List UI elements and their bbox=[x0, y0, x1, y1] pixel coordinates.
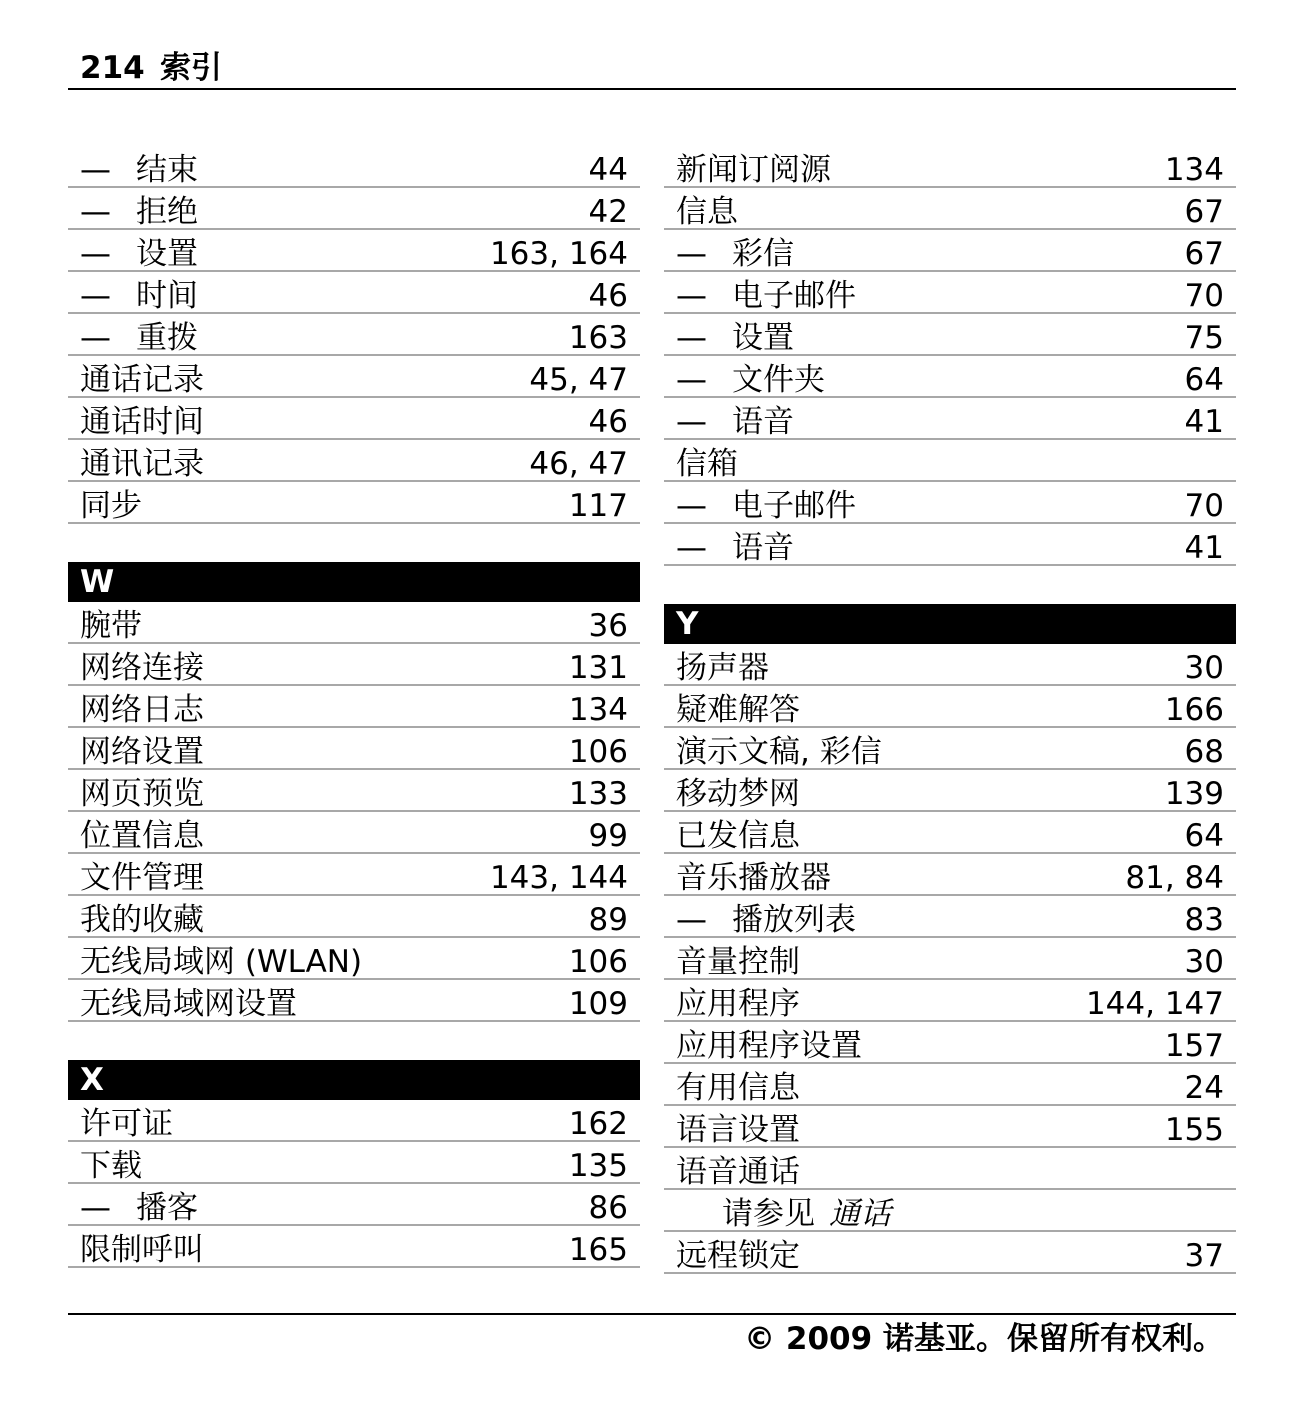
index-term-text: 应用程序 bbox=[676, 986, 800, 1022]
page-reference: 67 bbox=[1184, 194, 1224, 230]
section-gap bbox=[68, 524, 640, 562]
subentry-dash: — bbox=[80, 1190, 111, 1226]
index-term bbox=[80, 773, 204, 815]
index-term-text: 网络设置 bbox=[80, 734, 204, 770]
index-entry bbox=[664, 1106, 1236, 1148]
index-entry bbox=[664, 188, 1236, 230]
index-entry bbox=[68, 686, 640, 728]
index-entry bbox=[68, 728, 640, 770]
index-entry bbox=[664, 728, 1236, 770]
see-also-text bbox=[722, 1193, 891, 1235]
index-entry bbox=[664, 644, 1236, 686]
subentry-dash: — bbox=[676, 488, 707, 524]
index-term-text: 腕带 bbox=[80, 608, 142, 644]
subentry-dash: — bbox=[676, 278, 707, 314]
index-term bbox=[80, 485, 142, 527]
index-term-text: 结束 bbox=[136, 152, 198, 188]
index-term-text: 电子邮件 bbox=[732, 488, 856, 524]
index-term bbox=[676, 317, 794, 359]
index-entry bbox=[664, 1148, 1236, 1190]
subentry-dash: — bbox=[80, 236, 111, 272]
index-entry bbox=[664, 398, 1236, 440]
index-term-text: 设置 bbox=[136, 236, 198, 272]
index-entry bbox=[68, 770, 640, 812]
index-entry bbox=[664, 1022, 1236, 1064]
index-term-text: 语音 bbox=[732, 404, 794, 440]
subentry-dash: — bbox=[676, 404, 707, 440]
index-entry bbox=[68, 188, 640, 230]
index-term-text: 有用信息 bbox=[676, 1070, 800, 1106]
index-term bbox=[80, 983, 297, 1025]
index-term bbox=[80, 899, 204, 941]
index-term-text: 新闻订阅源 bbox=[676, 152, 831, 188]
index-term-text: 远程锁定 bbox=[676, 1238, 800, 1274]
page-reference: 70 bbox=[1184, 278, 1224, 314]
index-term bbox=[676, 899, 856, 941]
index-term-text: 播客 bbox=[136, 1190, 198, 1226]
index-term bbox=[80, 941, 362, 983]
page-reference: 133 bbox=[568, 776, 628, 812]
page-reference: 155 bbox=[1164, 1112, 1224, 1148]
page-reference: 134 bbox=[1164, 152, 1224, 188]
subentry-dash: — bbox=[676, 320, 707, 356]
index-entry bbox=[664, 1064, 1236, 1106]
index-entry bbox=[68, 602, 640, 644]
index-term bbox=[676, 233, 794, 275]
index-entry bbox=[664, 356, 1236, 398]
index-term-text: 彩信 bbox=[732, 236, 794, 272]
index-term bbox=[80, 317, 198, 359]
index-term-text: 语音 bbox=[732, 530, 794, 566]
index-term bbox=[80, 689, 204, 731]
index-term-text: 网页预览 bbox=[80, 776, 204, 812]
subentry-dash: — bbox=[80, 194, 111, 230]
section-gap bbox=[664, 566, 1236, 604]
subentry-dash: — bbox=[80, 152, 111, 188]
index-entry bbox=[68, 938, 640, 980]
page-reference: 41 bbox=[1184, 530, 1224, 566]
index-term bbox=[80, 443, 204, 485]
page-reference: 163, 164 bbox=[489, 236, 628, 272]
page-reference: 37 bbox=[1184, 1238, 1224, 1274]
footer-rule bbox=[68, 1313, 1236, 1315]
page-reference: 64 bbox=[1184, 818, 1224, 854]
page-reference: 165 bbox=[568, 1232, 628, 1268]
index-term-text: 下载 bbox=[80, 1148, 142, 1184]
index-term-text: 信息 bbox=[676, 194, 738, 230]
index-column-right bbox=[664, 146, 1236, 1274]
page-reference: 68 bbox=[1184, 734, 1224, 770]
index-term-text: 文件夹 bbox=[732, 362, 825, 398]
page-reference: 134 bbox=[568, 692, 628, 728]
page-reference: 81, 84 bbox=[1125, 860, 1224, 896]
index-entry bbox=[68, 644, 640, 686]
index-term bbox=[676, 815, 800, 857]
index-term-text: 我的收藏 bbox=[80, 902, 204, 938]
copyright-notice: © 2009 诺基亚。保留所有权利。 bbox=[744, 1321, 1224, 1357]
section-header-w: W bbox=[68, 562, 640, 602]
index-entry bbox=[68, 1142, 640, 1184]
index-term-text: 文件管理 bbox=[80, 860, 204, 896]
index-entry bbox=[664, 938, 1236, 980]
subentry-dash: — bbox=[80, 320, 111, 356]
page-reference: 64 bbox=[1184, 362, 1224, 398]
index-entry bbox=[68, 314, 640, 356]
index-entry bbox=[68, 230, 640, 272]
index-term-text: 音量控制 bbox=[676, 944, 800, 980]
index-term bbox=[80, 1145, 142, 1187]
index-term-text: 播放列表 bbox=[732, 902, 856, 938]
index-entry bbox=[68, 980, 640, 1022]
page-reference: 83 bbox=[1184, 902, 1224, 938]
page-reference: 157 bbox=[1164, 1028, 1224, 1064]
page-reference: 99 bbox=[588, 818, 628, 854]
index-term-text: 网络连接 bbox=[80, 650, 204, 686]
index-term bbox=[676, 941, 800, 983]
index-term bbox=[676, 647, 769, 689]
index-term bbox=[80, 275, 198, 317]
index-entry bbox=[664, 686, 1236, 728]
index-term-text: 位置信息 bbox=[80, 818, 204, 854]
page-number: 214 bbox=[80, 50, 145, 86]
index-term-text: 移动梦网 bbox=[676, 776, 800, 812]
index-entry bbox=[664, 440, 1236, 482]
index-entry bbox=[664, 146, 1236, 188]
page-reference: 86 bbox=[588, 1190, 628, 1226]
subentry-dash: — bbox=[676, 902, 707, 938]
index-term bbox=[80, 731, 204, 773]
index-entry bbox=[664, 812, 1236, 854]
index-term-text: 网络日志 bbox=[80, 692, 204, 728]
index-term bbox=[676, 1067, 800, 1109]
index-term-text: 扬声器 bbox=[676, 650, 769, 686]
section-header-y: Y bbox=[664, 604, 1236, 644]
page-reference: 30 bbox=[1184, 944, 1224, 980]
index-entry bbox=[68, 854, 640, 896]
index-entry bbox=[68, 1226, 640, 1268]
index-entry bbox=[68, 1100, 640, 1142]
index-entry bbox=[664, 854, 1236, 896]
index-entry bbox=[664, 230, 1236, 272]
index-entry bbox=[664, 272, 1236, 314]
page-reference: 44 bbox=[588, 152, 628, 188]
index-term bbox=[80, 647, 204, 689]
page-title: 索引 bbox=[160, 50, 222, 86]
index-term bbox=[676, 191, 738, 233]
index-entry bbox=[68, 812, 640, 854]
index-term-text: 时间 bbox=[136, 278, 198, 314]
index-term bbox=[676, 983, 800, 1025]
index-term bbox=[80, 857, 204, 899]
index-term bbox=[676, 485, 856, 527]
index-term-text: 电子邮件 bbox=[732, 278, 856, 314]
index-term bbox=[80, 191, 198, 233]
index-term bbox=[676, 401, 794, 443]
page-reference: 46 bbox=[588, 404, 628, 440]
index-entry bbox=[68, 146, 640, 188]
index-entry bbox=[664, 1232, 1236, 1274]
index-entry bbox=[664, 524, 1236, 566]
page-reference: 41 bbox=[1184, 404, 1224, 440]
index-term-text: 无线局域网设置 bbox=[80, 986, 297, 1022]
page-reference: 131 bbox=[568, 650, 628, 686]
index-entry bbox=[68, 356, 640, 398]
page-reference: 36 bbox=[588, 608, 628, 644]
index-term-text: 语音通话 bbox=[676, 1154, 800, 1190]
index-term-text: 通话记录 bbox=[80, 362, 204, 398]
index-term-text: 应用程序设置 bbox=[676, 1028, 862, 1064]
page-reference: 30 bbox=[1184, 650, 1224, 686]
index-entry bbox=[68, 482, 640, 524]
index-term bbox=[676, 275, 856, 317]
index-term-text: 同步 bbox=[80, 488, 142, 524]
index-term-text: 通话时间 bbox=[80, 404, 204, 440]
index-entry bbox=[664, 314, 1236, 356]
index-term bbox=[80, 401, 204, 443]
index-term-text: 通讯记录 bbox=[80, 446, 204, 482]
page-reference: 117 bbox=[568, 488, 628, 524]
page-reference: 45, 47 bbox=[529, 362, 628, 398]
page-reference: 24 bbox=[1184, 1070, 1224, 1106]
index-entry bbox=[68, 1184, 640, 1226]
section-header-x: X bbox=[68, 1060, 640, 1100]
page-reference: 70 bbox=[1184, 488, 1224, 524]
subentry-dash: — bbox=[676, 362, 707, 398]
index-entry bbox=[664, 896, 1236, 938]
index-entry bbox=[664, 482, 1236, 524]
index-term-text: 语言设置 bbox=[676, 1112, 800, 1148]
see-also-note bbox=[664, 1190, 1236, 1232]
page-reference: 139 bbox=[1164, 776, 1224, 812]
page-header bbox=[68, 40, 1236, 90]
index-term bbox=[676, 149, 831, 191]
index-term bbox=[80, 233, 198, 275]
index-entry bbox=[68, 398, 640, 440]
page-reference: 106 bbox=[568, 734, 628, 770]
subentry-dash: — bbox=[676, 530, 707, 566]
page-reference: 144, 147 bbox=[1085, 986, 1224, 1022]
subentry-dash: — bbox=[80, 278, 111, 314]
index-term bbox=[80, 815, 204, 857]
index-term bbox=[80, 359, 204, 401]
index-term bbox=[676, 1109, 800, 1151]
page-reference: 106 bbox=[568, 944, 628, 980]
index-entry bbox=[664, 770, 1236, 812]
see-also-ref: 通话 bbox=[829, 1196, 891, 1232]
index-term-text: 音乐播放器 bbox=[676, 860, 831, 896]
index-term-text: 演示文稿, 彩信 bbox=[676, 734, 882, 770]
index-entry bbox=[68, 440, 640, 482]
page-reference: 162 bbox=[568, 1106, 628, 1142]
index-term-text: 限制呼叫 bbox=[80, 1232, 204, 1268]
index-term bbox=[676, 1151, 800, 1193]
subentry-dash: — bbox=[676, 236, 707, 272]
page-reference: 67 bbox=[1184, 236, 1224, 272]
page-reference: 143, 144 bbox=[489, 860, 628, 896]
index-term bbox=[676, 731, 882, 773]
index-term bbox=[80, 1229, 204, 1271]
index-column-left bbox=[68, 146, 640, 1268]
index-term bbox=[676, 773, 800, 815]
index-term-text: 疑难解答 bbox=[676, 692, 800, 728]
page-reference: 89 bbox=[588, 902, 628, 938]
page-reference: 163 bbox=[568, 320, 628, 356]
index-term-text: 设置 bbox=[732, 320, 794, 356]
index-term bbox=[676, 689, 800, 731]
index-entry bbox=[68, 272, 640, 314]
section-gap bbox=[68, 1022, 640, 1060]
index-term-text: 无线局域网 (WLAN) bbox=[80, 944, 363, 980]
index-term bbox=[80, 1187, 198, 1229]
page-reference: 46, 47 bbox=[529, 446, 628, 482]
index-entry bbox=[664, 980, 1236, 1022]
page-reference: 166 bbox=[1164, 692, 1224, 728]
page-reference: 75 bbox=[1184, 320, 1224, 356]
page-reference: 135 bbox=[568, 1148, 628, 1184]
index-term bbox=[676, 1235, 800, 1277]
page-reference: 46 bbox=[588, 278, 628, 314]
index-term bbox=[676, 359, 825, 401]
index-term bbox=[676, 527, 794, 569]
see-also-prefix: 请参见 bbox=[722, 1196, 815, 1232]
index-entry bbox=[68, 896, 640, 938]
index-term-text: 许可证 bbox=[80, 1106, 173, 1142]
index-term bbox=[80, 605, 142, 647]
page-reference: 42 bbox=[588, 194, 628, 230]
index-term bbox=[80, 1103, 173, 1145]
index-term bbox=[80, 149, 198, 191]
index-term bbox=[676, 857, 831, 899]
index-term-text: 已发信息 bbox=[676, 818, 800, 854]
index-term bbox=[676, 443, 738, 485]
index-term-text: 拒绝 bbox=[136, 194, 198, 230]
index-term bbox=[676, 1025, 862, 1067]
page-reference: 109 bbox=[568, 986, 628, 1022]
index-term-text: 重拨 bbox=[136, 320, 198, 356]
index-term-text: 信箱 bbox=[676, 446, 738, 482]
